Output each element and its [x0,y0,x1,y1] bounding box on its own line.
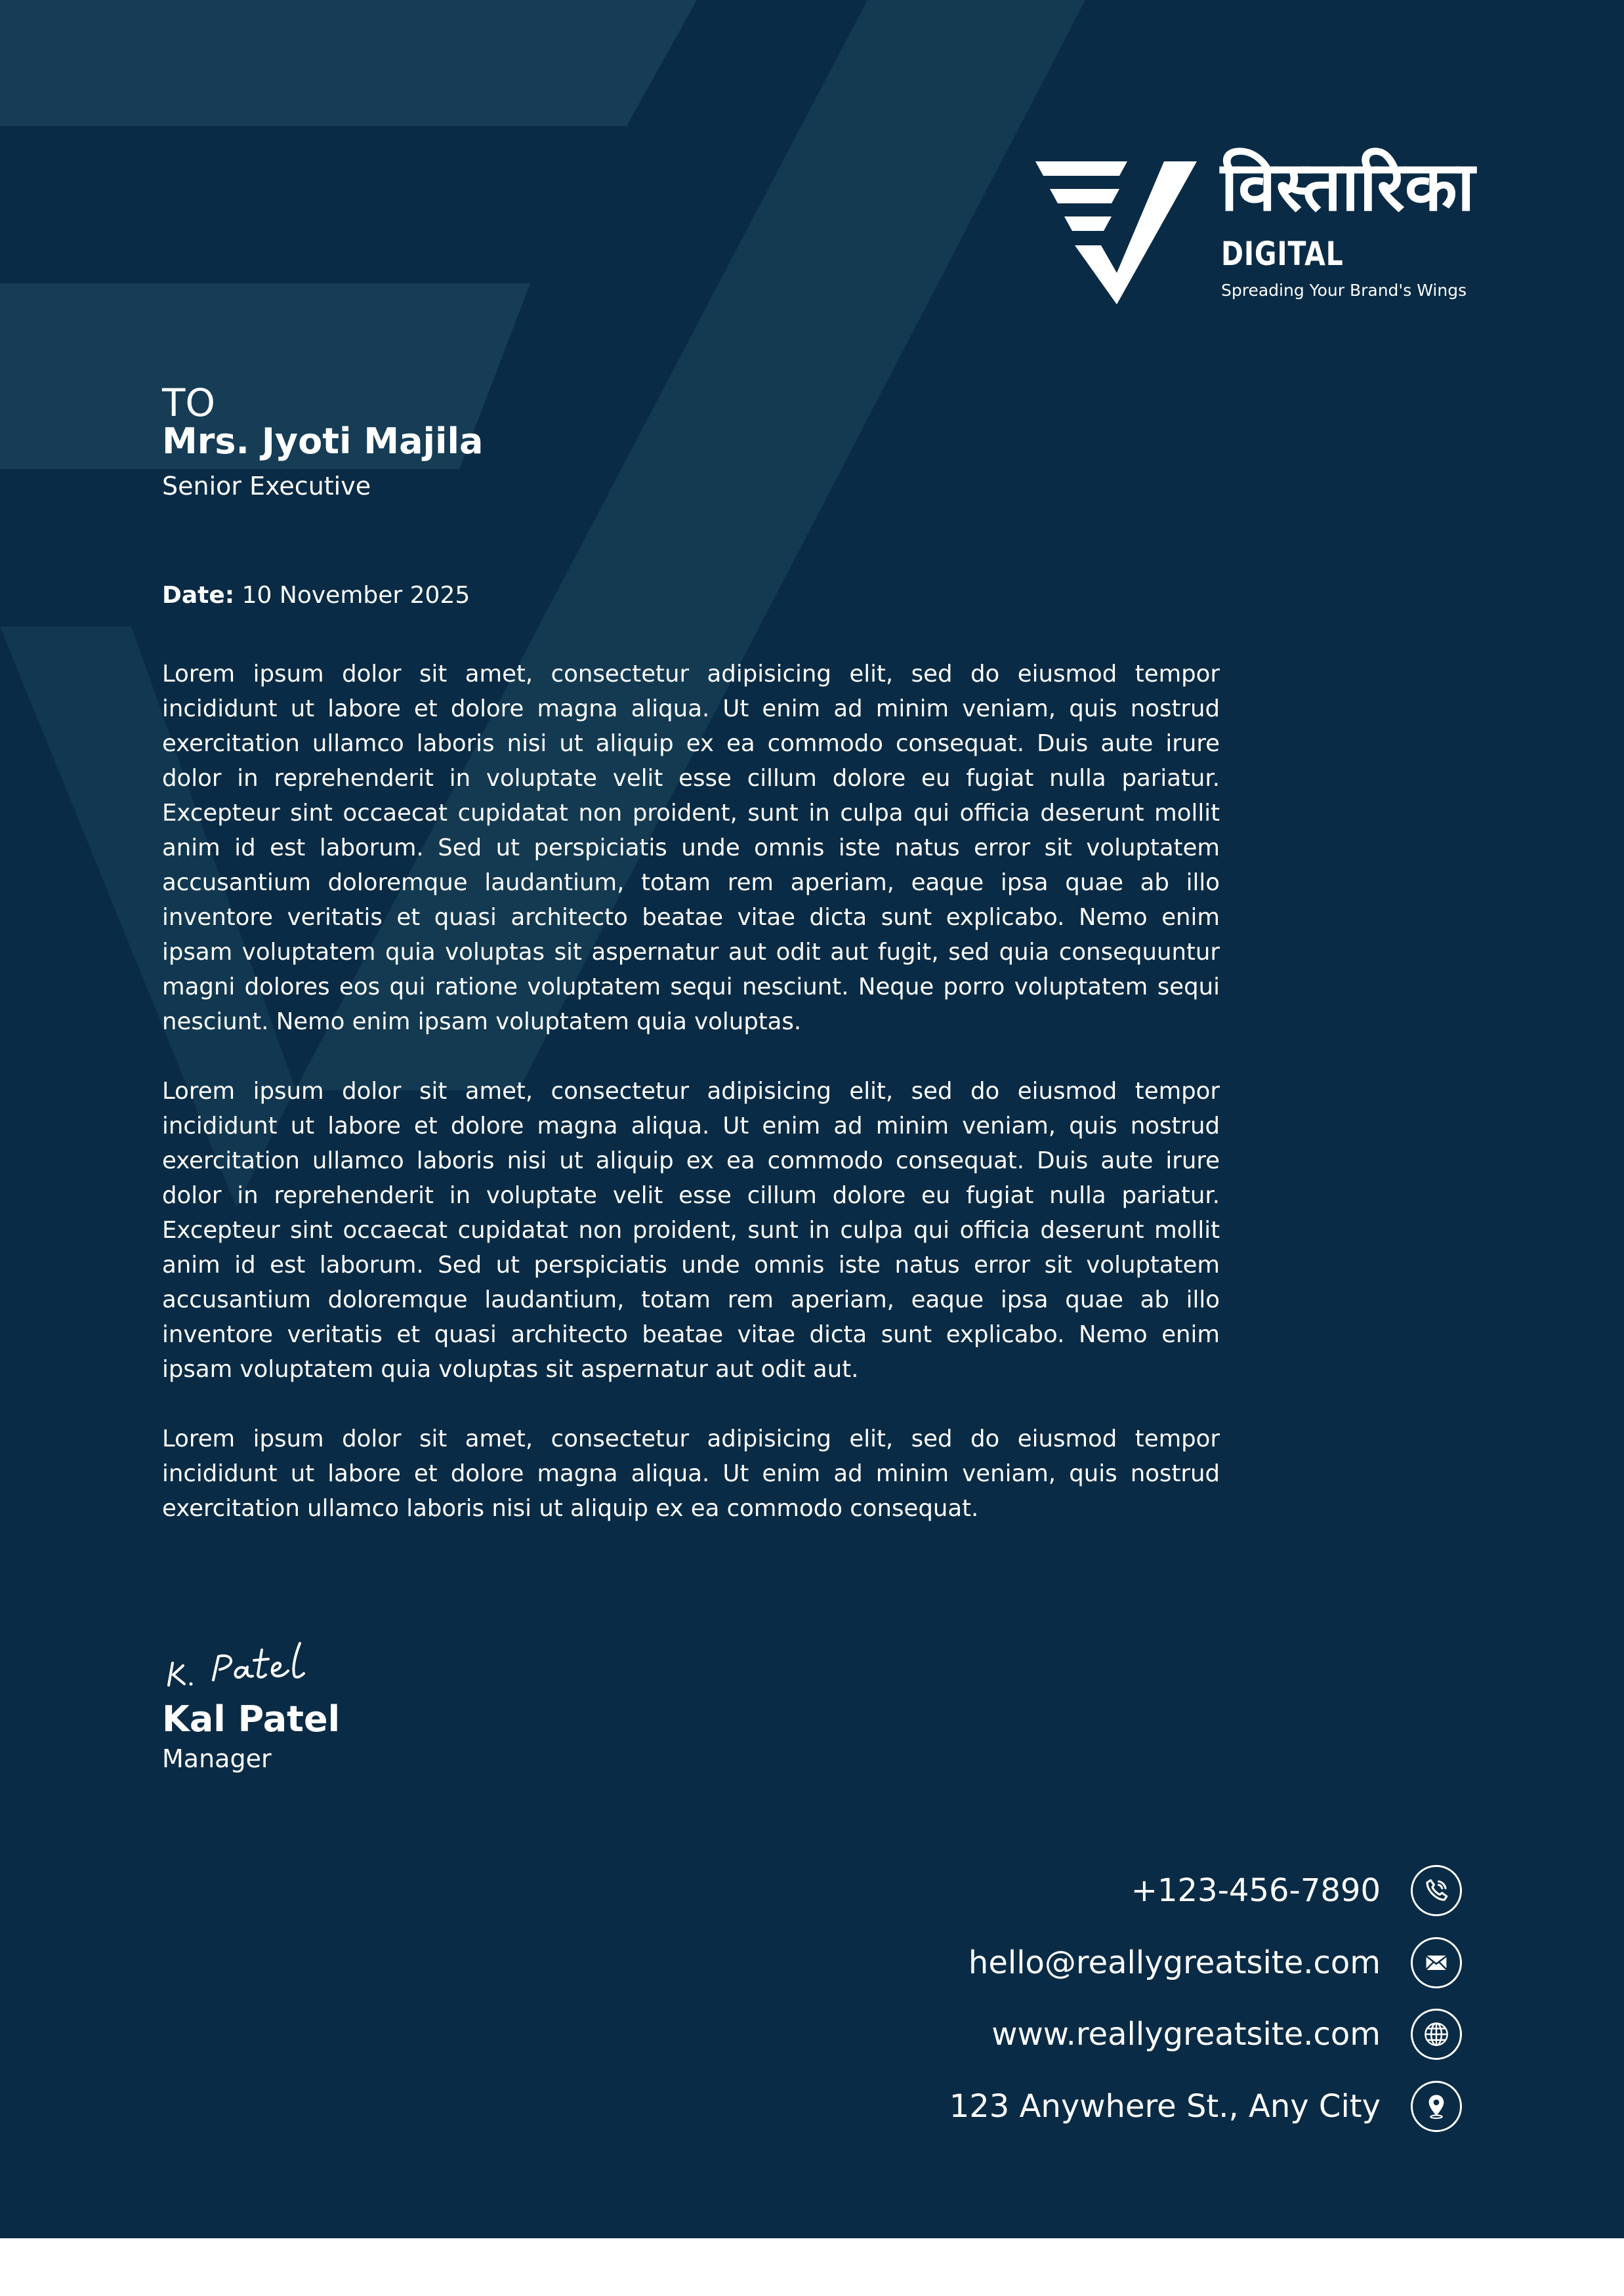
recipient-label: TO [162,380,216,425]
body-paragraph: Lorem ipsum dolor sit amet, consectetur adipisicing elit, sed do eiusmod tempor incididunt ut labore et dolore magna aliqua. Ut enim ad minim veniam, quis nostrud exercitation ullamco laboris nisi ut aliquip ex ea commodo consequat. Duis aute irure dolor in reprehenderit in voluptate velit esse cillum dolore eu fugiat nulla pariatur. Excepteur sint occaecat cupidatat non proident, sunt in culpa qui officia deserunt mollit anim id est laborum. Sed ut perspiciatis unde omnis iste natus error sit voluptatem accusantium doloremque laudantium, totam rem aperiam, eaque ipsa quae ab illo inventore veritatis et quasi architecto beatae vitae dicta sunt explicabo. Nemo enim ipsam voluptatem quia voluptas sit aspernatur aut odit aut fugit, sed quia consequuntur magni dolores eos qui ratione voluptatem sequi nesciunt. Neque porro voluptatem sequi nesciunt. Nemo enim ipsam voluptatem quia voluptas. [162,661,1220,1035]
location-pin-icon [1411,2081,1462,2132]
contact-phone [1131,1864,1462,1917]
handwritten-signature [161,1637,318,1689]
date-label: Date: [162,582,235,609]
letter-body [162,657,1220,1526]
globe-icon [1411,2009,1462,2060]
body-paragraph: Lorem ipsum dolor sit amet, consectetur adipisicing elit, sed do eiusmod tempor incididunt ut labore et dolore magna aliqua. Ut enim ad minim veniam, quis nostrud exercitation ullamco laboris nisi ut aliquip ex ea commodo consequat. Duis aute irure dolor in reprehenderit in voluptate velit esse cillum dolore eu fugiat nulla pariatur. Excepteur sint occaecat cupidatat non proident, sunt in culpa qui officia deserunt mollit anim id est laborum. Sed ut perspiciatis unde omnis iste natus error sit voluptatem accusantium doloremque laudantium, totam rem aperiam, eaque ipsa quae ab illo inventore veritatis et quasi architecto beatae vitae dicta sunt explicabo. Nemo enim ipsam voluptatem quia voluptas sit aspernatur aut odit aut. [162,1078,1220,1383]
body-paragraph: Lorem ipsum dolor sit amet, consectetur adipisicing elit, sed do eiusmod tempor incididunt ut labore et dolore magna aliqua. Ut enim ad minim veniam, quis nostrud exercitation ullamco laboris nisi ut aliquip ex ea commodo consequat. [162,1425,1220,1522]
recipient-title: Senior Executive [162,472,371,501]
mail-icon [1411,1937,1462,1988]
date-line [162,584,470,607]
logo-devanagari-name: विस्तारिका [1220,146,1475,226]
contact-address [949,2080,1462,2133]
contact-phone-text: +123-456-7890 [1131,1872,1381,1909]
company-logo [1035,146,1475,310]
sender-title: Manager [162,1744,272,1773]
contact-email-text: hello@reallygreatsite.com [968,1944,1381,1981]
logo-wordmark: DIGITAL [1221,235,1344,273]
contact-address-text: 123 Anywhere St., Any City [949,2088,1381,2125]
contact-website-text: www.reallygreatsite.com [991,2016,1381,2053]
sender-name: Kal Patel [162,1698,341,1740]
logo-tagline: Spreading Your Brand's Wings [1221,281,1467,300]
date-value: 10 November 2025 [241,582,470,609]
contact-website [991,2007,1462,2061]
logo-wings-icon [1035,161,1199,306]
contact-email [968,1936,1462,1990]
phone-icon [1411,1865,1462,1916]
recipient-name: Mrs. Jyoti Majila [162,420,484,462]
